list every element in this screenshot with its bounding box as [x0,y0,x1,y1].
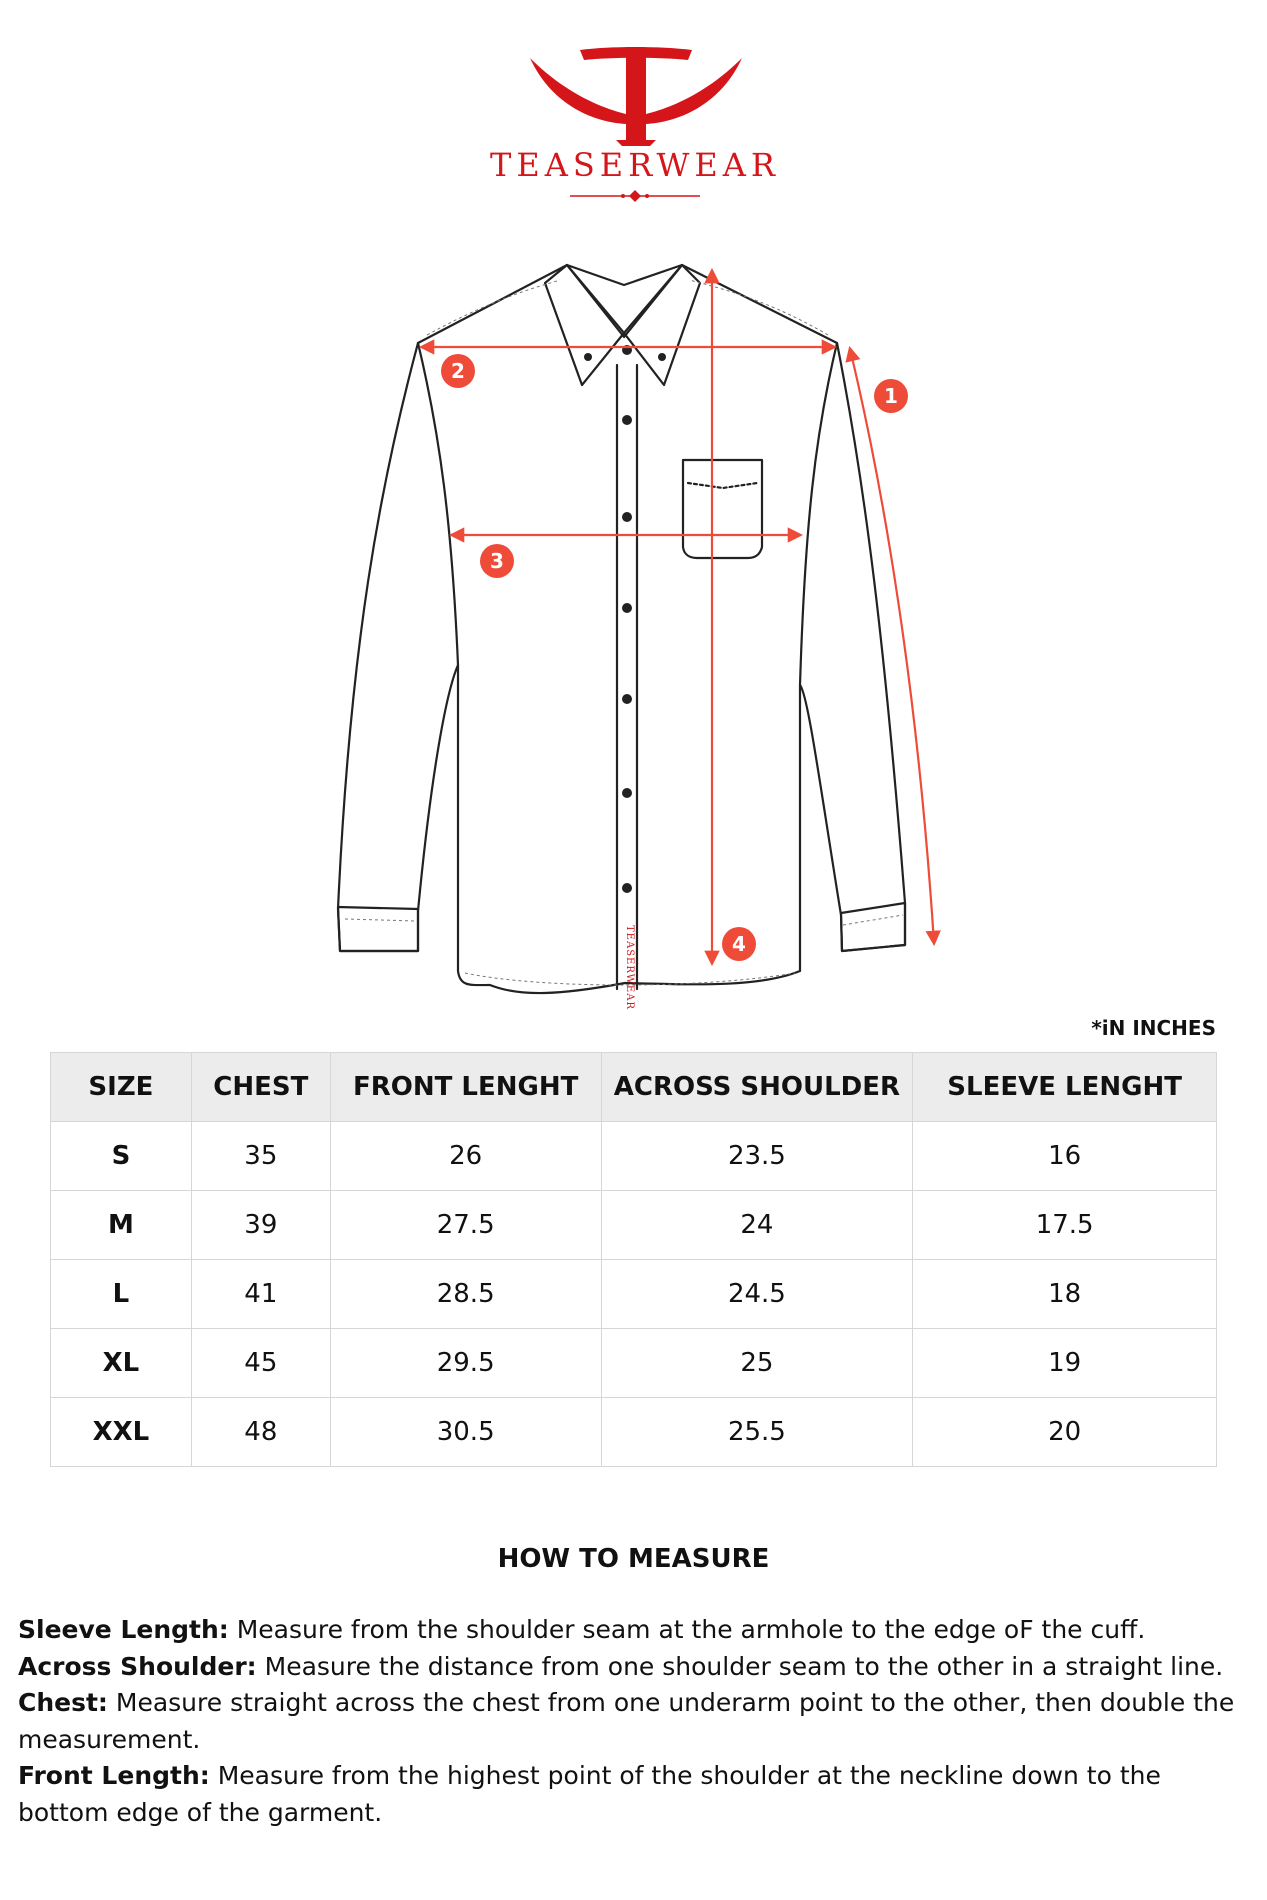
front-length-cell: 26 [330,1122,601,1191]
across-shoulder-cell: 25 [601,1329,913,1398]
chest-cell: 39 [191,1191,330,1260]
instruction-front-length [18,1758,1250,1831]
instruction-text: Measure the distance from one shoulder seam to the other in a straight line. [256,1651,1224,1681]
svg-text:1: 1 [884,384,898,408]
chest-cell: 48 [191,1398,330,1467]
marker-1 [874,379,908,413]
instruction-term: Sleeve Length: [18,1615,229,1644]
sleeve-length-cell: 19 [913,1329,1217,1398]
size-cell: XL [51,1329,192,1398]
sleeve-length-cell: 20 [913,1398,1217,1467]
column-header-size: SIZE [51,1053,192,1122]
sleeve-length-arrow [850,349,934,943]
logo-divider [460,182,810,212]
across-shoulder-cell: 23.5 [601,1122,913,1191]
chest-cell: 41 [191,1260,330,1329]
size-cell: L [51,1260,192,1329]
table-row [51,1398,1217,1467]
across-shoulder-cell: 24.5 [601,1260,913,1329]
table-row [51,1260,1217,1329]
instruction-text: Measure straight across the chest from one underarm point to the other, then double the measurement. [18,1688,1235,1754]
column-header-across-shoulder: ACROSS SHOULDER [601,1053,913,1122]
instruction-chest [18,1685,1250,1758]
table-row [51,1191,1217,1260]
brand-logo [460,28,810,218]
how-to-measure-title: HOW TO MEASURE [497,1544,770,1574]
marker-2 [441,354,475,388]
svg-text:3: 3 [490,549,504,573]
svg-text:2: 2 [451,359,465,383]
sleeve-length-cell: 17.5 [913,1191,1217,1260]
front-length-cell: 27.5 [330,1191,601,1260]
brand-name: TEASERWEAR [490,146,780,184]
marker-4 [722,927,756,961]
across-shoulder-cell: 25.5 [601,1398,913,1467]
instruction-sleeve-length [18,1612,1250,1649]
instruction-term: Across Shoulder: [18,1651,257,1681]
front-length-cell: 30.5 [330,1398,601,1467]
units-note: *iN INCHES [1091,1016,1216,1040]
size-chart-table [50,1052,1217,1467]
placket-logo: TEASERWEAR [624,925,635,1010]
size-cell: XXL [51,1398,192,1467]
instruction-term: Front Length: [18,1761,210,1790]
shirt-illustration [0,225,1267,1015]
instruction-term: Chest: [18,1688,108,1717]
across-shoulder-cell: 24 [601,1191,913,1260]
front-length-cell: 29.5 [330,1329,601,1398]
column-header-chest: CHEST [191,1053,330,1122]
sleeve-length-cell: 18 [913,1260,1217,1329]
svg-text:4: 4 [732,932,746,956]
chest-cell: 35 [191,1122,330,1191]
instruction-across-shoulder [18,1649,1250,1686]
front-length-cell: 28.5 [330,1260,601,1329]
table-row [51,1122,1217,1191]
shirt-measurement-diagram [0,225,1267,1015]
column-header-sleeve-length: SLEEVE LENGHT [913,1053,1217,1122]
winged-t-icon [460,28,810,148]
instruction-text: Measure from the shoulder seam at the armhole to the edge oF the cuff. [228,1615,1146,1644]
table-header-row [51,1053,1217,1122]
column-header-front-length: FRONT LENGHT [330,1053,601,1122]
sleeve-length-cell: 16 [913,1122,1217,1191]
table-row [51,1329,1217,1398]
marker-3 [480,544,514,578]
instruction-text: Measure from the highest point of the shoulder at the neckline down to the bottom edge of the garment. [18,1761,1161,1827]
how-to-measure-instructions [18,1612,1250,1831]
chest-cell: 45 [191,1329,330,1398]
size-cell: M [51,1191,192,1260]
size-cell: S [51,1122,192,1191]
